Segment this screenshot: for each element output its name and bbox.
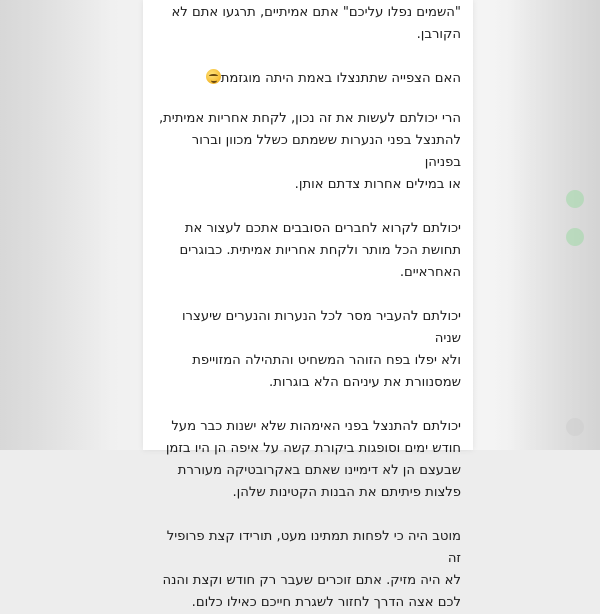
message-body: [143, 0, 473, 614]
message-paragraph: יכולתם לקרוא לחברים הסובבים אתכם לעצור את תחושת הכל מותר ולקחת אחריות אמיתית. כבוגרים האחראיים.: [179, 221, 461, 280]
right-blurred-area: [510, 0, 600, 450]
message-paragraph: יכולתם להתנצל בפני האימהות שלא ישנות כבר מעל חודש ימים וסופגות ביקורת קשה על איפה הן היו בזמן שבעצם הן לא דימיינו שאתם באקרובטיקה מעוררת פלצות פיתיתם את הבנות הקטינות שלהן.: [165, 419, 461, 500]
message-paragraph: יכולתם להעביר מסר לכל הנערות והנערים שיעצרו שניה ולא יפלו בפח הזוהר המשחיט והתהילה המזוייפת שמסנוורת את עיניהם הלא בוגרות.: [181, 309, 461, 390]
grimacing-face-emoji-icon: [206, 69, 221, 84]
message-paragraph: "השמים נפלו עליכם" אתם אמיתיים, תרגעו אתם לא הקורבן.: [171, 5, 461, 42]
message-paragraph-text: האם הצפייה שתתנצלו באמת היתה מוגזמת: [220, 71, 461, 86]
message-paragraph: הרי יכולתם לעשות את זה נכון, לקחת אחריות אמיתית, להתנצל בפני הנערות ששמתם כשלל מכוון וברור בפניהן או במילים אחרות צדתם אותן.: [158, 111, 461, 192]
message-paragraph: [153, 68, 461, 90]
blurred-gray-icon: [566, 418, 584, 436]
message-paragraph: מוטב היה כי לפחות תמתינו מעט, תורידו קצת פרופיל זה לא היה מזיק. אתם זוכרים שעבר רק חודש וקצת והנה לכם אצה הדרך לחזור לשגרת חייכם כאילו כלום.: [162, 529, 461, 610]
blurred-green-icon: [566, 228, 584, 246]
message-card: [143, 0, 473, 610]
blurred-green-icon: [566, 190, 584, 208]
left-blurred-area: [0, 0, 120, 450]
